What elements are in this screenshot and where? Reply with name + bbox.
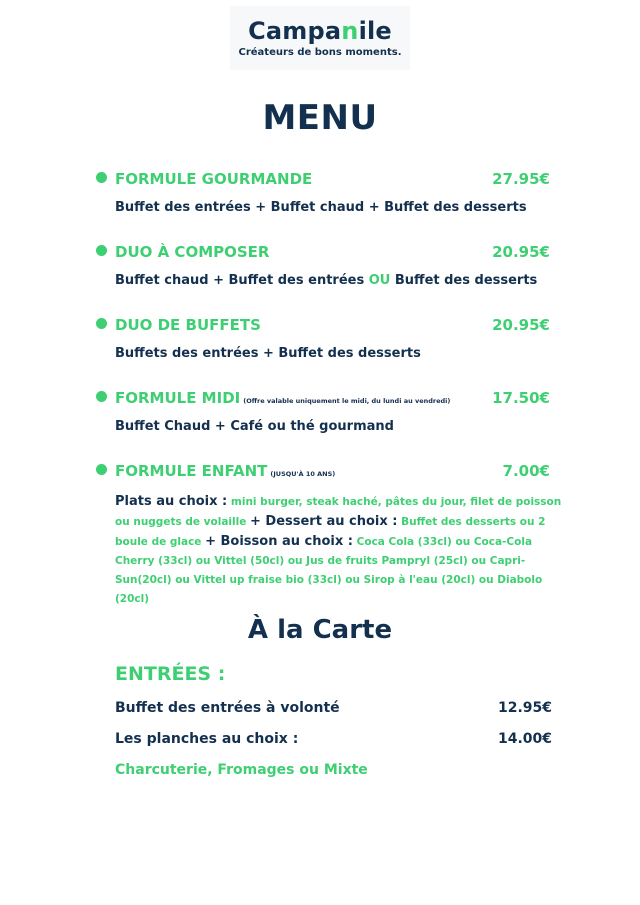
formula-name bbox=[115, 462, 335, 480]
formula-enfant bbox=[96, 462, 556, 484]
bullet-dot-icon bbox=[96, 391, 107, 402]
planches-options: Charcuterie, Fromages ou Mixte bbox=[115, 762, 368, 778]
logo-word-part2: ile bbox=[358, 17, 392, 45]
formula-name-text: FORMULE ENFANT bbox=[115, 462, 268, 480]
formula-price: 20.95€ bbox=[492, 243, 550, 261]
desc-part: Buffet des desserts bbox=[390, 273, 538, 288]
formula-price: 20.95€ bbox=[492, 316, 550, 334]
dessert-text: Buffet des desserts ou 2 boule de glace bbox=[115, 516, 546, 548]
dessert-label: + Dessert au choix : bbox=[249, 514, 398, 529]
carte-item-name: Buffet des entrées à volonté bbox=[115, 700, 340, 716]
formula-gourmande bbox=[96, 170, 556, 215]
brand-logo bbox=[230, 6, 410, 70]
formula-name-text: FORMULE MIDI bbox=[115, 389, 241, 407]
carte-item bbox=[115, 731, 552, 747]
carte-item-name: Les planches au choix : bbox=[115, 731, 299, 747]
bullet-dot-icon bbox=[96, 318, 107, 329]
formula-duo-a-composer bbox=[96, 243, 556, 288]
formula-price: 7.00€ bbox=[502, 462, 550, 480]
boisson-text: Coca Cola (33cl) ou Coca-Cola Cherry (33cl) ou Vittel (50cl) ou Jus de fruits Pampryl (25cl) ou Capri-Sun(20cl) ou Vittel up fraise bio (33cl) ou Sirop à l'eau (20cl) ou Diabolo (20cl) bbox=[115, 536, 543, 605]
bullet-dot-icon bbox=[96, 245, 107, 256]
formula-description bbox=[115, 273, 556, 288]
entrees-title: ENTRÉES : bbox=[115, 663, 226, 685]
carte-item bbox=[115, 700, 552, 716]
formula-note: (Offre valable uniquement le midi, du lundi au vendredi) bbox=[243, 397, 451, 405]
desc-part: Buffet chaud + Buffet des entrées bbox=[115, 273, 369, 288]
formula-description: Buffets des entrées + Buffet des desserts bbox=[115, 346, 421, 361]
logo-house-letter: n bbox=[341, 17, 359, 45]
formula-duo-de-buffets bbox=[96, 316, 556, 361]
desc-ou: OU bbox=[368, 273, 391, 288]
plats-label: Plats au choix : bbox=[115, 494, 228, 509]
carte-item-price: 12.95€ bbox=[497, 700, 552, 716]
menu-title: MENU bbox=[262, 98, 378, 138]
formula-name: FORMULE GOURMANDE bbox=[115, 170, 313, 188]
formula-description: Buffet Chaud + Café ou thé gourmand bbox=[115, 419, 394, 434]
formula-price: 27.95€ bbox=[492, 170, 550, 188]
formula-description: Buffet des entrées + Buffet chaud + Buffet des desserts bbox=[115, 200, 527, 215]
formula-midi bbox=[96, 389, 556, 434]
formula-price: 17.50€ bbox=[492, 389, 550, 407]
bullet-dot-icon bbox=[96, 172, 107, 183]
plats-text: mini burger, steak haché, pâtes du jour, filet de poisson ou nuggets de volaille bbox=[115, 496, 562, 528]
formula-name bbox=[115, 389, 450, 407]
logo-tagline: Créateurs de bons moments. bbox=[238, 47, 402, 58]
formula-name: DUO À COMPOSER bbox=[115, 243, 270, 261]
logo-wordmark bbox=[230, 18, 410, 44]
carte-item-price: 14.00€ bbox=[497, 731, 552, 747]
formula-name: DUO DE BUFFETS bbox=[115, 316, 261, 334]
kids-menu-description bbox=[115, 492, 565, 609]
boisson-label: + Boisson au choix : bbox=[205, 534, 353, 549]
carte-title: À la Carte bbox=[247, 615, 393, 645]
logo-word-part1: Campa bbox=[248, 17, 342, 45]
formula-note: (JUSQU'À 10 ANS) bbox=[270, 470, 336, 478]
bullet-dot-icon bbox=[96, 464, 107, 475]
